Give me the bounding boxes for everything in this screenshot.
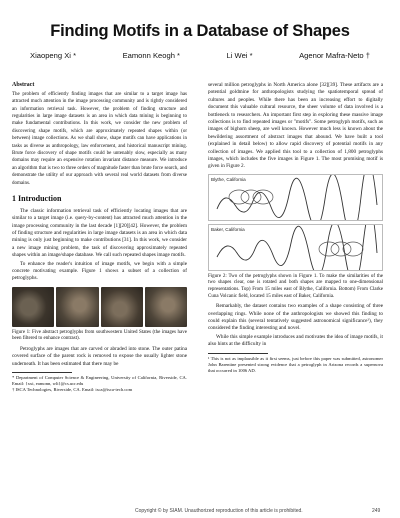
footnote-affiliation-1: * Department of Computer Science & Engineering, University of California, Riverside, CA. Email: {xxi, eamonn, wli}@cs.ucr.edu xyxy=(12,375,187,387)
copyright-notice: Copyright © by SIAM. Unauthorized reproduction of this article is prohibited. xyxy=(135,508,303,514)
figure-1-petroglyph-images xyxy=(12,287,187,327)
figure-2-caption: Figure 2: Two of the petroglyphs shown in Figure 1. To make the similarities of the two shapes clear, one is rotated and both shapes are mapped to one-dimensional representations. Top) From 15 miles east of Blythe, California. Bottom) From Clarke Cuna Volcanic field, located 15 miles east of Baker, California. xyxy=(208,273,383,299)
page-number: 249 xyxy=(372,508,381,514)
footnote-supernova: ¹ This is not as implausible as it first seems, just before this paper was submitted, astronomer John Barentine presented strong evidence that a petroglyph in Arizona records a supernova that occurred in 1006 AD. xyxy=(208,355,383,373)
petroglyph-image xyxy=(101,287,143,327)
right-paragraph-1: several million petroglyphs in North America alone [32][39]. These artifacts are a potential goldmine for anthropologists studying the spatiotemporal spread of cultures and peoples. While there has been an increasing effort to digitally document this valuable cultural resource, the sheer volume of data involved is a bottleneck to researchers. An important first step in exploring these massive image collections is to find repeated images or "motifs". Some petroglyph motifs, such as images of bighorn sheep, are well known. However much less is known about the bewildering assortment of abstract images that abound. We have built a tool (explained in detail below) to allow rapid discovery of potential motifs in any collection of images. We applied this tool to a collection of 1,800 petroglyphs images, which includes the five images in Figure 1. The most promising motif is given in Figure 2. xyxy=(208,82,383,170)
right-paragraph-3: While this simple example introduces and motivates the idea of image motifs, it also hints at the difficulty in xyxy=(208,333,383,348)
right-column xyxy=(208,82,383,374)
left-column xyxy=(12,82,187,393)
right-paragraph-2: Remarkably, the dataset contains two examples of a shape consisting of three overlapping rings. While none of the anthropologists we showed this finding to could explain this (several tentatively suggested astronomical significance¹), they considered the finding interesting and novel. xyxy=(208,303,383,332)
section-heading-introduction: 1 Introduction xyxy=(12,193,62,203)
author-1: Xiaopeng Xi * xyxy=(30,51,77,60)
figure-2-top-panel xyxy=(208,174,383,221)
figure-2 xyxy=(208,174,383,271)
footnote-affiliation-2: † ISCA Technologies, Riverside, CA. Email: isca@isca-tech.com xyxy=(12,387,133,393)
author-list xyxy=(30,51,370,60)
author-3: Li Wei * xyxy=(226,51,253,60)
intro-paragraph-2: To enhance the reader's intuition of image motifs, we begin with a simple concrete motivating example. Figure 1 shows a subset of a collection of petroglyphs. xyxy=(12,260,187,282)
figure-2-bottom-label: Baker, California xyxy=(211,226,245,232)
petroglyph-image xyxy=(56,287,98,327)
footnote-rule xyxy=(12,372,72,373)
figure-2-top-label: Blythe, California xyxy=(211,176,246,182)
paper-title: Finding Motifs in a Database of Shapes xyxy=(50,22,350,40)
footnote-rule xyxy=(208,353,268,354)
left-paragraph-3: Petroglyphs are images that are carved or abraded into stone. The outer patina covered surface of the parent rock is removed to expose the usually lighter stone underneath. It has been estimated that there may be xyxy=(12,345,187,367)
intro-paragraph-1: The classic information retrieval task of efficiently locating images that are similar to a target image (i.e. query-by-content) has attracted much attention in the image processing community in the last decade [1][20][42]. However, the problem of finding structure and regularities in large image datasets is an area in which data mining is only just beginning to make contributions [31]. In this work, we consider a new image mining problem, the task of discovering approximately repeated shapes within an image/shape database. We call such repeated shapes image motifs. xyxy=(12,207,187,259)
petroglyph-image xyxy=(145,287,187,327)
figure-1-caption: Figure 1: Five abstract petroglyphs from southwestern United States (the images have been filtered to enhance contrast). xyxy=(12,329,187,342)
figure-2-bottom-panel xyxy=(208,224,383,271)
petroglyph-image xyxy=(12,287,54,327)
abstract-text: The problem of efficiently finding images that are similar to a target image has attracted much attention in the image processing community and is rightly considered an information retrieval task. However, the problem of finding structure and regularities in large image datasets is an area in which data mining is beginning to make fundamental contributions. In this work, we consider the new problem of discovering shape motifs, which are approximately repeated shapes within (or between) image collections. As we shall show, shape motifs can have applications in tasks as diverse as anthropology, law enforcement, and historical manuscript mining. Brute force discovery of shape motifs could be untenably slow, especially as many domains may require an expensive rotation invariant distance measure. We introduce an algorithm that is two to three orders of magnitude faster than brute force search, and demonstrate the utility of our approach with several real world datasets from diverse domains. xyxy=(12,91,187,186)
author-4: Agenor Mafra-Neto † xyxy=(299,51,370,60)
author-2: Eamonn Keogh * xyxy=(122,51,180,60)
abstract-heading: Abstract xyxy=(12,82,35,88)
